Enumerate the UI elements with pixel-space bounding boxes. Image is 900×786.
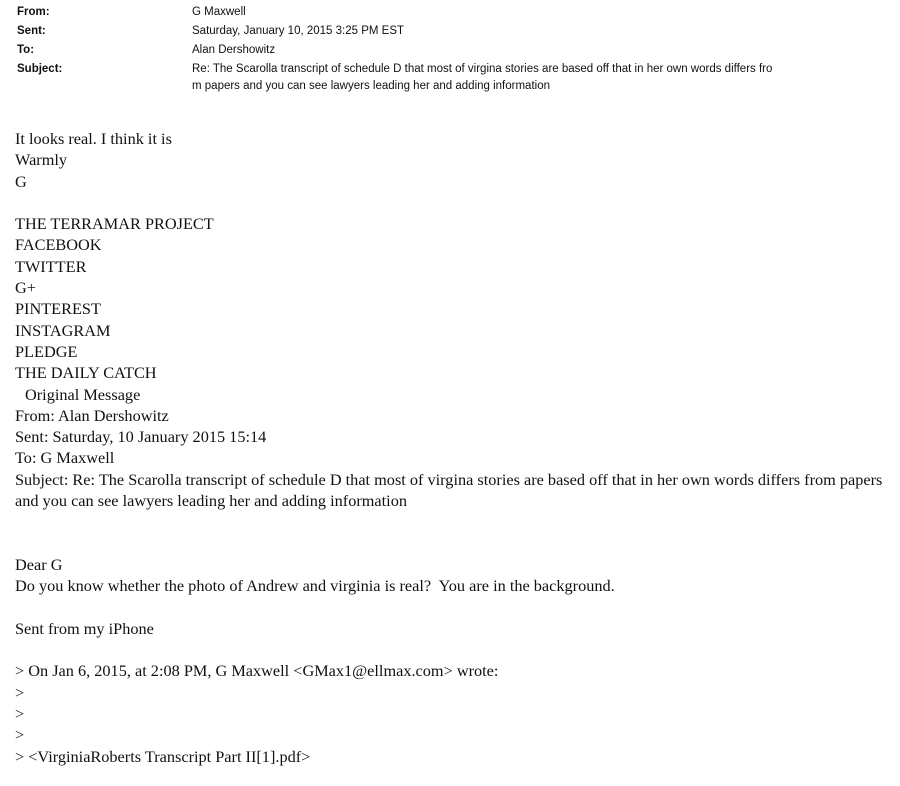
quote-line: > — [15, 704, 25, 724]
original-to: To: G Maxwell — [15, 448, 115, 468]
email-body — [15, 128, 890, 767]
subject-row — [17, 60, 887, 95]
reply-closing: Warmly — [15, 150, 68, 170]
greeting: Dear G — [15, 554, 63, 574]
from-row — [17, 3, 887, 22]
attachment-reference[interactable]: > <VirginiaRoberts Transcript Part II[1].pdf> — [15, 746, 311, 766]
signature-link-daily-catch[interactable]: THE DAILY CATCH — [15, 363, 157, 383]
signature-link-pinterest[interactable]: PINTEREST — [15, 299, 101, 319]
spacer — [15, 597, 890, 618]
original-sent: Sent: Saturday, 10 January 2015 15:14 — [15, 427, 267, 447]
signature-org: THE TERRAMAR PROJECT — [15, 214, 214, 234]
signature-link-twitter[interactable]: TWITTER — [15, 256, 87, 276]
sent-row — [17, 22, 887, 41]
signature-link-instagram[interactable]: INSTAGRAM — [15, 320, 111, 340]
signature-link-facebook[interactable]: FACEBOOK — [15, 235, 102, 255]
reply-line-1: It looks real. I think it is — [15, 129, 172, 148]
sent-value: Saturday, January 10, 2015 3:25 PM EST — [192, 25, 405, 37]
question: Do you know whether the photo of Andrew and virginia is real? You are in the background. — [15, 576, 615, 596]
spacer — [15, 192, 890, 213]
to-value: Alan Dershowitz — [192, 44, 276, 56]
sent-label: Sent: — [17, 25, 46, 37]
original-from: From: Alan Dershowitz — [15, 405, 169, 425]
from-value: G Maxwell — [192, 6, 246, 18]
subject-value — [192, 60, 887, 95]
spacer — [15, 511, 890, 532]
subject-label: Subject: — [17, 63, 63, 75]
original-subject: Subject: Re: The Scarolla transcript of schedule D that most of virgina stories are based off that in her own words differs from papers and you can see lawyers leading her and adding information — [15, 469, 883, 511]
to-row — [17, 41, 887, 60]
original-message-heading: Original Message — [25, 384, 141, 404]
from-label: From: — [17, 6, 50, 18]
spacer — [15, 533, 890, 554]
quote-line: > — [15, 725, 25, 745]
signature-link-pledge[interactable]: PLEDGE — [15, 341, 78, 361]
quote-intro: > On Jan 6, 2015, at 2:08 PM, G Maxwell <GMax1@ellmax.com> wrote: — [15, 661, 499, 681]
sent-from-device: Sent from my iPhone — [15, 618, 154, 638]
subject-line-1: Re: The Scarolla transcript of schedule D that most of virgina stories are based off that in her own words differs fro — [192, 63, 773, 75]
spacer — [15, 639, 890, 660]
subject-line-2: m papers and you can see lawyers leading her and adding information — [192, 80, 550, 92]
quote-line: > — [15, 682, 25, 702]
to-label: To: — [17, 44, 35, 56]
reply-signoff: G — [15, 171, 27, 191]
signature-link-gplus[interactable]: G+ — [15, 278, 36, 298]
email-header — [17, 3, 887, 95]
